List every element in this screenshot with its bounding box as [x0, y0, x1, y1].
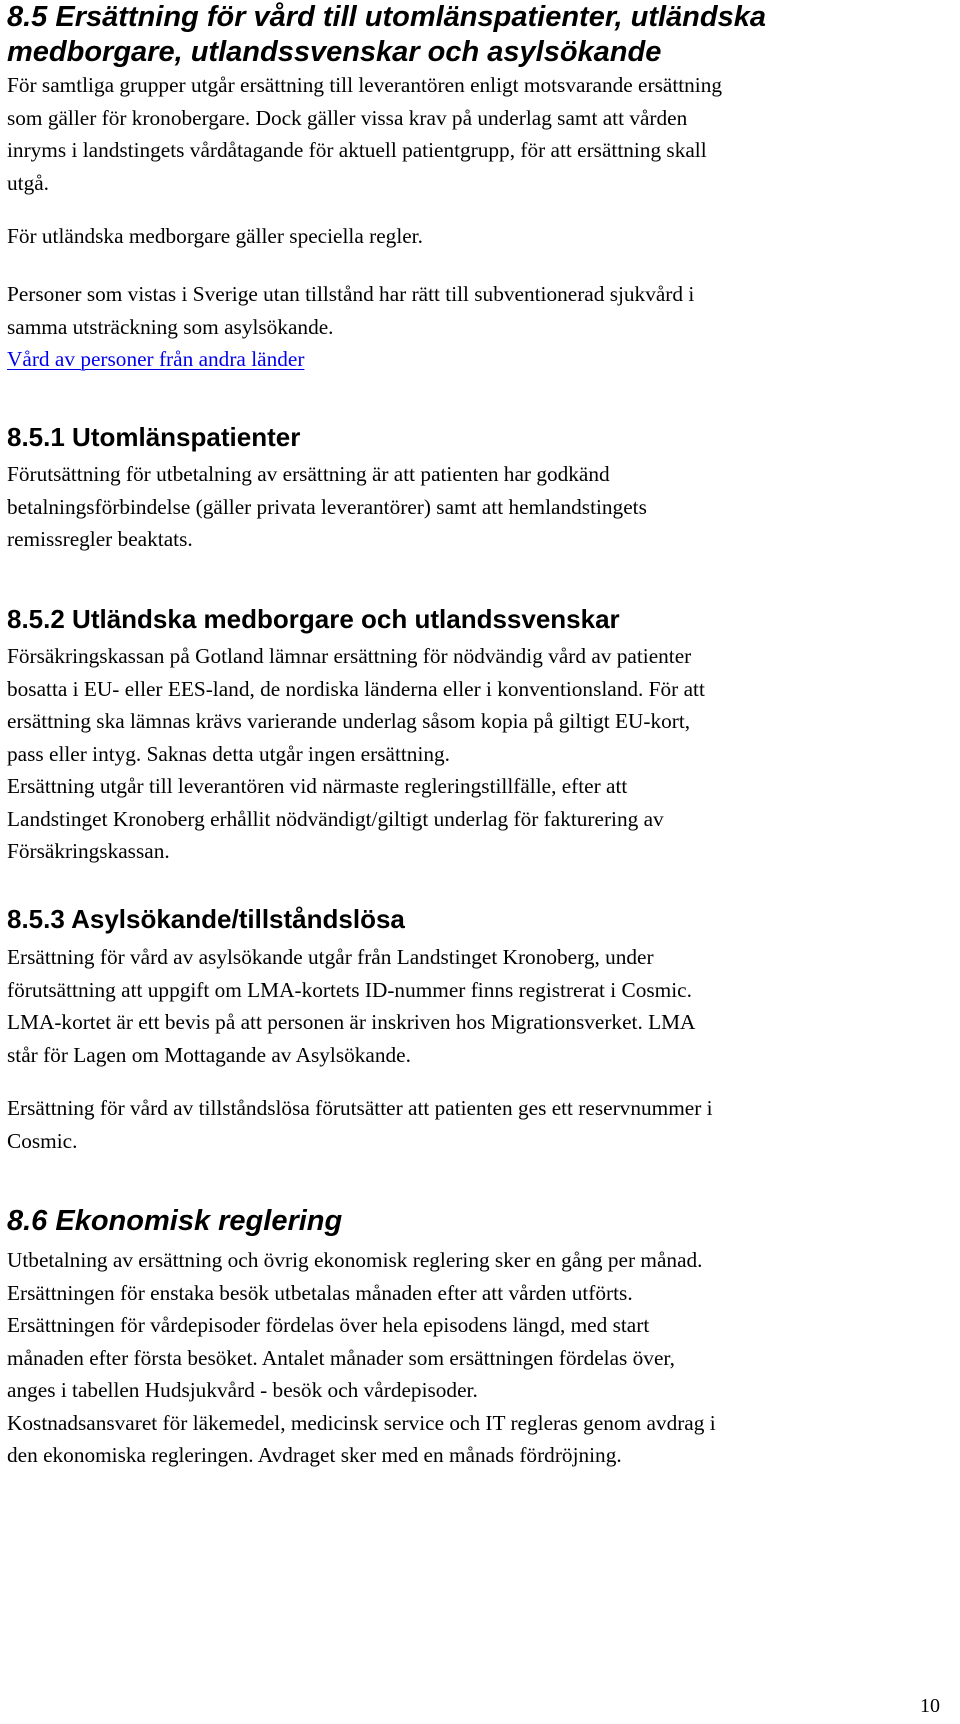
text-line: Förutsättning för utbetalning av ersättning är att patienten har godkänd [7, 462, 610, 486]
text-line: remissregler beaktats. [7, 527, 193, 551]
section-8-5-heading [7, 0, 766, 70]
text-line: Kostnadsansvaret för läkemedel, medicinsk service och IT regleras genom avdrag i [7, 1410, 716, 1435]
section-8-5-2-heading: 8.5.2 Utländska medborgare och utlandssvenskar [7, 604, 620, 634]
text-line: Ersättningen för enstaka besök utbetalas månaden efter att vården utförts. [7, 1280, 633, 1305]
section-8-5-3-paragraph-2 [7, 1092, 713, 1157]
text-line: samma utsträckning som asylsökande. [7, 314, 334, 339]
section-8-5-3-heading: 8.5.3 Asylsökande/tillståndslösa [7, 904, 405, 934]
text-line: står för Lagen om Mottagande av Asylsökande. [7, 1042, 411, 1067]
text-line: Utbetalning av ersättning och övrig ekonomisk reglering sker en gång per månad. [7, 1248, 703, 1272]
page-number: 10 [920, 1695, 940, 1717]
section-8-5-1-paragraph [7, 458, 647, 556]
text-line: Personer som vistas i Sverige utan tillstånd har rätt till subventionerad sjukvård i [7, 282, 695, 306]
heading-line: medborgare, utlandssvenskar och asylsökande [7, 36, 662, 68]
text-line: Ersättningen för vårdepisoder fördelas över hela episodens längd, med start [7, 1313, 650, 1337]
text-line: För utländska medborgare gäller speciella regler. [7, 224, 423, 248]
text-line: pass eller intyg. Saknas detta utgår ingen ersättning. [7, 741, 450, 766]
text-line: inryms i landstingets vårdåtagande för aktuell patientgrupp, för att ersättning skall [7, 138, 707, 162]
text-line: bosatta i EU- eller EES-land, de nordiska länderna eller i konventionsland. För att [7, 676, 705, 701]
section-8-6-heading: 8.6 Ekonomisk reglering [7, 1205, 343, 1237]
text-line: Försäkringskassan. [7, 839, 170, 863]
text-line: Cosmic. [7, 1128, 78, 1153]
text-line: LMA-kortet är ett bevis på att personen är inskriven hos Migrationsverket. LMA [7, 1010, 696, 1034]
section-8-5-paragraph-2 [7, 220, 423, 253]
section-8-5-1-heading: 8.5.1 Utomlänspatienter [7, 422, 301, 452]
link-line [7, 343, 694, 376]
text-line: betalningsförbindelse (gäller privata leverantörer) samt att hemlandstingets [7, 494, 647, 519]
text-line: Försäkringskassan på Gotland lämnar ersättning för nödvändig vård av patienter [7, 644, 692, 668]
section-8-5-3-paragraph-1 [7, 941, 695, 1071]
text-line: ersättning ska lämnas krävs varierande underlag såsom kopia på giltigt EU-kort, [7, 709, 691, 733]
text-line: Ersättning utgår till leverantören vid närmaste regleringstillfälle, efter att [7, 774, 628, 798]
section-8-5-paragraph-3 [7, 278, 694, 376]
section-8-5-paragraph-1 [7, 69, 722, 199]
text-line: utgå. [7, 170, 49, 195]
text-line: anges i tabellen Hudsjukvård - besök och vårdepisoder. [7, 1378, 478, 1402]
text-line: För samtliga grupper utgår ersättning till leverantören enligt motsvarande ersättning [7, 73, 723, 97]
heading-line: 8.5 Ersättning för vård till utomlänspatienter, utländska [7, 1, 766, 33]
text-line: Landstinget Kronoberg erhållit nödvändigt/giltigt underlag för fakturering av [7, 806, 664, 831]
text-line: månaden efter första besöket. Antalet månader som ersättningen fördelas över, [7, 1345, 675, 1370]
text-line: Ersättning för vård av asylsökande utgår från Landstinget Kronoberg, under [7, 945, 654, 969]
link-vard-av-personer-fran-andra-lander[interactable]: Vård av personer från andra länder [7, 347, 305, 371]
text-line: Ersättning för vård av tillståndslösa förutsätter att patienten ges ett reservnummer i [7, 1096, 713, 1120]
text-line: den ekonomiska regleringen. Avdraget sker med en månads fördröjning. [7, 1443, 622, 1467]
section-8-5-2-paragraph [7, 640, 705, 868]
section-8-6-paragraph [7, 1244, 716, 1472]
text-line: förutsättning att uppgift om LMA-kortets ID-nummer finns registrerat i Cosmic. [7, 977, 692, 1002]
text-line: som gäller för kronobergare. Dock gäller vissa krav på underlag samt att vården [7, 105, 688, 130]
